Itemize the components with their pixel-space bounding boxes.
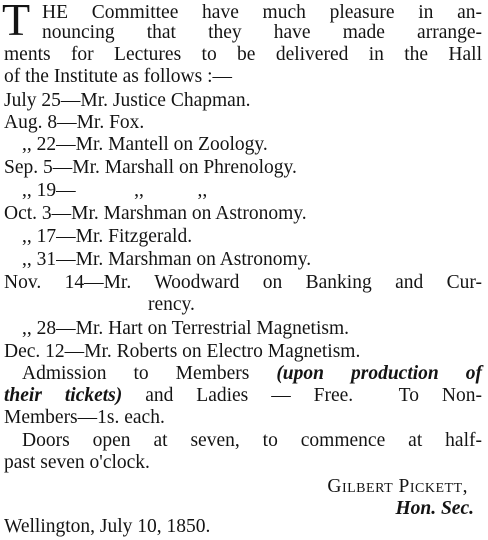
schedule-item: rency.	[148, 294, 195, 315]
schedule-item: ,, 22—Mr. Mantell on Zoology.	[22, 134, 268, 155]
signatory-name: Gilbert Pickett,	[327, 476, 468, 497]
schedule-item: ,, 31—Mr. Marshman on Astronomy.	[22, 249, 312, 270]
admission-italic: (upon production of	[276, 363, 482, 384]
schedule-item: Nov. 14—Mr. Woodward on Banking and Cur-	[4, 272, 482, 293]
schedule-item: ,, 28—Mr. Hart on Terrestrial Magnetism.	[22, 318, 350, 339]
doors-line-1: Doors open at seven, to commence at half-	[22, 430, 482, 451]
intro-line-1: HE Committee have much pleasure in an-	[42, 2, 482, 23]
schedule-item: Aug. 8—Mr. Fox.	[4, 112, 145, 133]
admission-line-1	[22, 363, 482, 385]
schedule-item: July 25—Mr. Justice Chapman.	[4, 90, 251, 111]
intro-line-2: nouncing that they have made arrange-	[42, 22, 482, 43]
intro-line-3: ments for Lectures to be delivered in the Hall	[4, 44, 482, 65]
schedule-item: Sep. 5—Mr. Marshall on Phrenology.	[4, 157, 297, 178]
admission-line-2	[4, 385, 482, 407]
place-date: Wellington, July 10, 1850.	[4, 516, 211, 537]
admission-text: and Ladies — Free. To Non-	[122, 385, 482, 406]
admission-italic: their tickets)	[4, 385, 123, 406]
schedule-item: Dec. 12—Mr. Roberts on Electro Magnetism.	[4, 341, 361, 362]
signatory-title: Hon. Sec.	[395, 498, 474, 519]
schedule-item: ,, 17—Mr. Fitzgerald.	[22, 226, 193, 247]
doors-line-2: past seven o'clock.	[4, 452, 150, 473]
admission-text: Admission to Members	[22, 363, 277, 384]
schedule-item: ,, 19— ,, ,,	[22, 180, 208, 201]
admission-line-3: Members—1s. each.	[4, 407, 165, 428]
schedule-item: Oct. 3—Mr. Marshman on Astronomy.	[4, 203, 307, 224]
drop-cap: T	[2, 0, 31, 45]
intro-line-4: of the Institute as follows :—	[4, 66, 233, 87]
